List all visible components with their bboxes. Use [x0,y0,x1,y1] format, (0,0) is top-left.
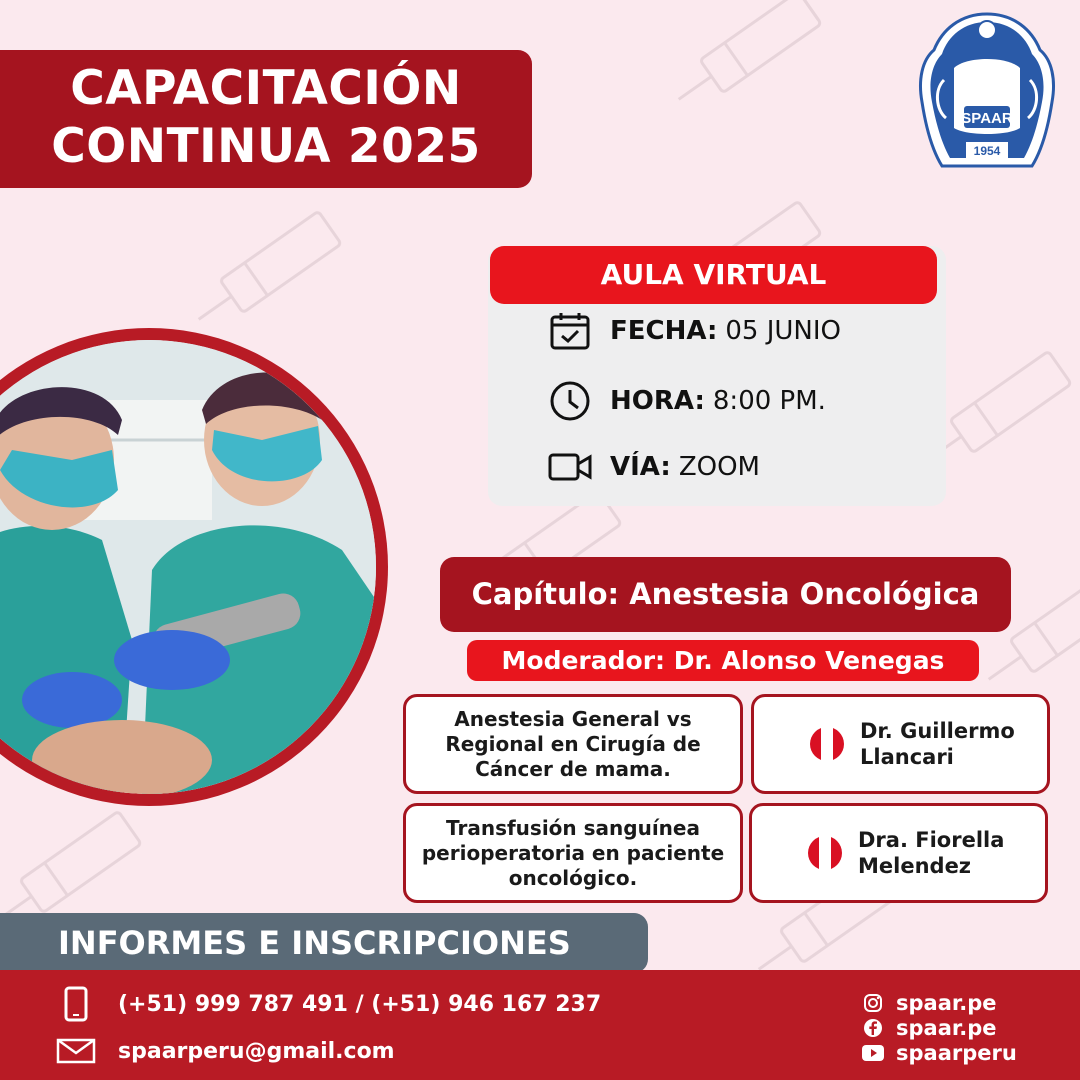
moderator-banner: Moderador: Dr. Alonso Venegas [467,640,979,681]
medical-team-photo [0,340,376,794]
phone-numbers[interactable]: (+51) 999 787 491 / (+51) 946 167 237 [118,991,602,1017]
contact-heading: INFORMES E INSCRIPCIONES [0,913,648,973]
peru-flag-icon [808,836,842,870]
chapter-banner: Capítulo: Anestesia Oncológica [440,557,1011,632]
logo-year: 1954 [973,144,1001,158]
page-title [0,50,532,188]
social-handle: spaar.pe [896,991,997,1015]
time-row [548,381,826,421]
talk-topic-line: Anestesia General vs [454,706,692,731]
talk-topic-2 [403,803,743,903]
phone-row [56,986,601,1022]
speaker-card-1 [751,694,1050,794]
email-row [56,1038,395,1064]
logo-name: SPAAR [961,110,1013,127]
instagram-icon [862,992,884,1014]
calendar-icon [548,311,592,351]
youtube-icon [862,1042,884,1064]
date-value: 05 JUNIO [725,316,842,346]
talk-topic-line: Regional en Cirugía de [445,731,701,756]
talk-topic-line: oncológico. [508,865,638,890]
envelope-icon [56,1038,96,1064]
mobile-phone-icon [56,986,96,1022]
speaker-name-line: Dra. Fiorella [858,828,1005,852]
social-facebook[interactable] [862,1016,997,1040]
via-value: ZOOM [678,452,760,482]
via-label: VÍA: [610,452,671,482]
social-handle: spaarperu [896,1041,1017,1065]
clock-icon [548,381,592,421]
speaker-name-line: Llancari [860,745,954,769]
medical-photo-frame [0,328,388,806]
talk-topic-line: perioperatoria en paciente [421,840,725,865]
video-camera-icon [548,447,592,487]
facebook-icon [862,1017,884,1039]
time-value: 8:00 PM. [712,386,826,416]
event-mode-banner: AULA VIRTUAL [490,246,937,304]
talk-topic-line: Transfusión sanguínea [446,815,700,840]
peru-flag-icon [810,727,844,761]
social-handle: spaar.pe [896,1016,997,1040]
social-instagram[interactable] [862,991,997,1015]
via-row [548,447,760,487]
talk-topic-line: Cáncer de mama. [475,756,671,781]
speaker-name-line: Melendez [858,854,972,878]
contact-footer [0,970,1080,1080]
date-row [548,311,841,351]
speaker-card-2 [749,803,1048,903]
speaker-name-line: Dr. Guillermo [860,719,1015,743]
title-line-2: CONTINUA 2025 [51,119,481,174]
title-line-1: CAPACITACIÓN [70,61,462,116]
talk-topic-1 [403,694,743,794]
time-label: HORA: [610,386,705,416]
email-address[interactable]: spaarperu@gmail.com [118,1038,395,1064]
social-youtube[interactable] [862,1041,1017,1065]
spaar-logo [914,10,1060,176]
date-label: FECHA: [610,316,718,346]
